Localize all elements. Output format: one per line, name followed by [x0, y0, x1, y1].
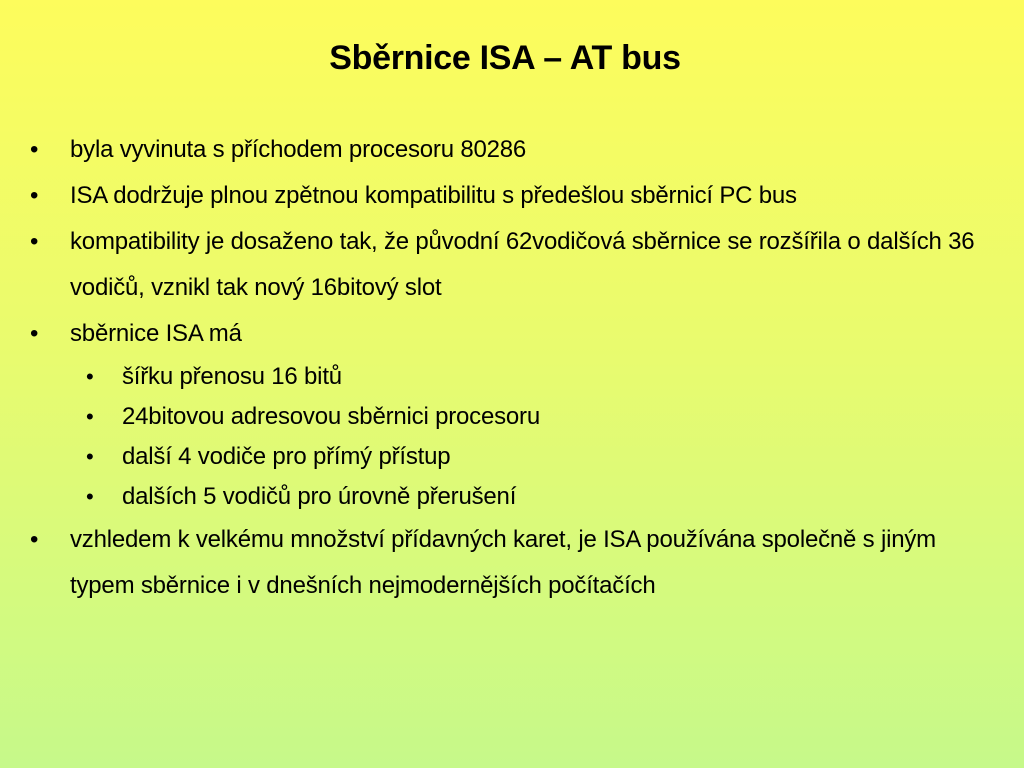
- bullet-item: [24, 311, 984, 357]
- bullet-item: [24, 219, 984, 311]
- sub-bullet-text: 24bitovou adresovou sběrnici procesoru: [122, 403, 540, 430]
- sub-bullet-text: další 4 vodiče pro přímý přístup: [122, 443, 451, 470]
- bullet-icon: •: [86, 444, 94, 469]
- bullet-text: ISA dodržuje plnou zpětnou kompatibilitu s předešlou sběrnicí PC bus: [70, 182, 797, 209]
- bullet-icon: •: [30, 136, 39, 163]
- bullet-icon: •: [30, 182, 39, 209]
- slide-title: Sběrnice ISA – AT bus: [329, 39, 681, 77]
- sub-bullet-item: [24, 357, 984, 397]
- bullet-icon: •: [30, 526, 39, 553]
- bullet-text: kompatibility je dosaženo tak, že původní 62vodičová sběrnice se rozšířila o dalších 36 vodičů, vznikl tak nový 16bitový slot: [70, 228, 975, 301]
- bullet-icon: •: [86, 364, 94, 389]
- sub-bullet-text: dalších 5 vodičů pro úrovně přerušení: [122, 483, 517, 510]
- bullet-item: [24, 173, 984, 219]
- sub-bullet-item: [24, 397, 984, 437]
- bullet-icon: •: [30, 228, 39, 255]
- bullet-text: sběrnice ISA má: [70, 320, 242, 347]
- bullet-icon: •: [30, 320, 39, 347]
- sub-bullet-item: [24, 477, 984, 517]
- bullet-item: [24, 127, 984, 173]
- bullet-text: byla vyvinuta s příchodem procesoru 80286: [70, 136, 527, 163]
- sub-bullet-text: šířku přenosu 16 bitů: [122, 363, 342, 390]
- bullet-list: [24, 127, 984, 609]
- bullet-text: vzhledem k velkému množství přídavných karet, je ISA používána společně s jiným typem sběrnice i v dnešních nejmodernějších počítačích: [70, 526, 936, 599]
- bullet-icon: •: [86, 404, 94, 429]
- bullet-icon: •: [86, 484, 94, 509]
- sub-bullet-item: [24, 437, 984, 477]
- bullet-item: [24, 517, 984, 609]
